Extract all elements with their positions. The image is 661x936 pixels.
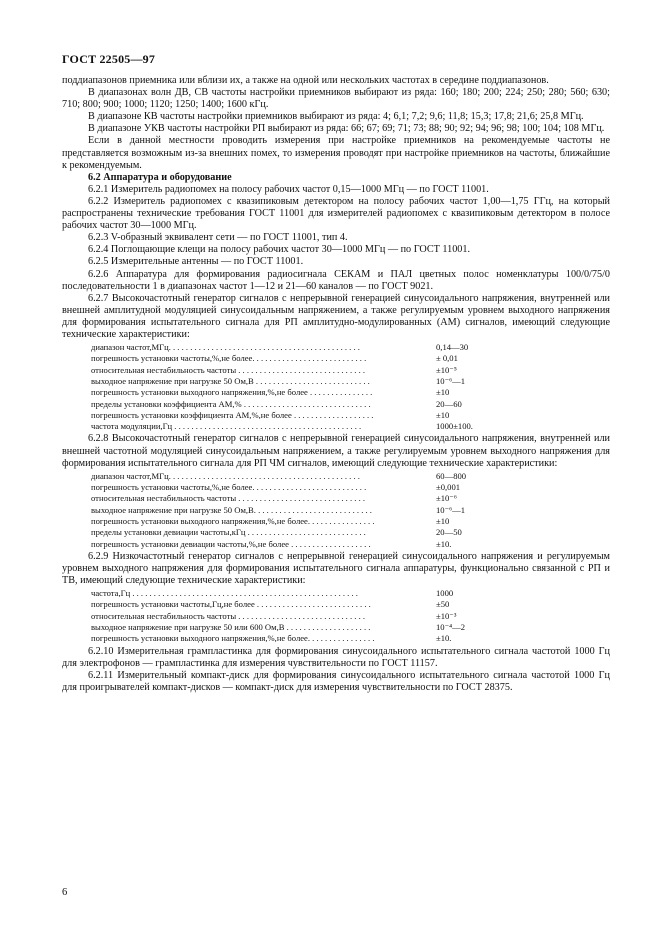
spec-label: погрешность установки частоты,Гц,не более . . . . . . . . . . . . . . . . . . . . . . . . . . .	[91, 599, 371, 610]
paragraph-interference: Если в данной местности проводить измерения при настройке приемников на рекомендуемые частоты не представляется возможным из-за внешних помех, то измерения проводят при настройке приемников на частоты, ближайшие к рекомендуемым.	[62, 135, 610, 171]
spec-row	[91, 387, 610, 398]
spec-value: ±10	[436, 515, 450, 526]
spec-value: ±10.	[436, 633, 452, 644]
spec-label: частота модуляции,Гц . . . . . . . . . . . . . . . . . . . . . . . . . . . . . . . . . . . . . . . . . . . .	[91, 421, 362, 432]
paragraph-lw-mw: В диапазонах волн ДВ, СВ частоты настройки приемников выбирают из ряда: 160; 180; 200; 224; 250; 280; 560; 630; 710; 800; 900; 1000; 1120; 1250; 1400; 1600 кГц.	[62, 87, 610, 111]
spec-label: погрешность установки выходного напряжения,%,не более . . . . . . . . . . . . . . .	[91, 387, 373, 398]
spec-label: диапазон частот,МГц. . . . . . . . . . . . . . . . . . . . . . . . . . . . . . . . . . . . . . . . . . . . .	[91, 342, 360, 353]
spec-value: ±0,001	[436, 482, 461, 493]
section-6-2-heading: 6.2 Аппаратура и оборудование	[88, 171, 232, 183]
spec-label: погрешность установки девиации частоты,%,не более . . . . . . . . . . . . . . . . . . .	[91, 538, 371, 549]
spec-row	[91, 376, 610, 387]
section-6-2-5: 6.2.5 Измерительные антенны — по ГОСТ 11001.	[88, 256, 304, 268]
spec-value: 10⁻⁶—1	[436, 504, 466, 515]
spec-row	[91, 611, 610, 622]
spec-value: ± 0,01	[436, 353, 458, 364]
spec-row	[91, 342, 610, 353]
spec-list-6-2-9	[91, 588, 610, 644]
spec-value: ±10⁻⁶	[436, 493, 457, 504]
page-number: 6	[62, 887, 68, 898]
spec-row	[91, 505, 610, 516]
paragraph-vhf: В диапазоне УКВ частоты настройки РП выбирают из ряда: 66; 67; 69; 71; 73; 88; 90; 92; 94; 96; 98; 100; 104; 108 МГц.	[88, 123, 605, 135]
spec-value: ±10⁻³	[436, 610, 457, 621]
spec-label: выходное напряжение при нагрузке 50 или 600 Ом,В . . . . . . . . . . . . . . . . . . . .	[91, 621, 371, 632]
section-6-2-8: 6.2.8 Высокочастотный генератор сигналов с непрерывной генерацией синусоидального напряжения, внутренней или внешней частотной модуляцией синусоидальным напряжением, а также регулируемым уровнем выходного напряжения для формирования испытательного сигнала для РП ЧМ сигналов, имеющий следующие технические характеристики:	[62, 433, 610, 469]
spec-row	[91, 482, 610, 493]
spec-row	[91, 399, 610, 410]
section-6-2-2: 6.2.2 Измеритель радиопомех с квазипиковым детектором на полосу рабочих частот 1,00—1,75 ГГц, на который распространены технические требования ГОСТ 11001 для измерителей радиопомех с квазипиковым детектором в полосе рабочих частот 30—1000 МГц.	[62, 195, 610, 232]
spec-label: частота,Гц . . . . . . . . . . . . . . . . . . . . . . . . . . . . . . . . . . . . . . . . . . . . . . . . . . . . .	[91, 588, 358, 599]
spec-label: диапазон частот,МГц. . . . . . . . . . . . . . . . . . . . . . . . . . . . . . . . . . . . . . . . . . . . .	[91, 470, 360, 481]
spec-value: 20—50	[436, 527, 462, 538]
spec-row	[91, 493, 610, 504]
paragraph-continuation: поддиапазонов приемника или вблизи их, а также на одной или нескольких частотах в середине поддиапазонов.	[62, 75, 549, 86]
spec-label: погрешность установки частоты,%,не более. . . . . . . . . . . . . . . . . . . . . . . . . . .	[91, 353, 367, 364]
section-6-2-4: 6.2.4 Поглощающие клещи на полосу рабочих частот 30—1000 МГц — по ГОСТ 11001.	[88, 244, 471, 256]
spec-value: ±10	[436, 387, 450, 398]
spec-label: погрешность установки коэффициента АМ,%,не более . . . . . . . . . . . . . . . . . . .	[91, 409, 374, 420]
spec-value: ±10.	[436, 538, 452, 549]
spec-row	[91, 365, 610, 376]
spec-list-6-2-8	[91, 471, 610, 550]
spec-row	[91, 516, 610, 527]
section-6-2-1: 6.2.1 Измеритель радиопомех на полосу рабочих частот 0,15—1000 МГц — по ГОСТ 11001.	[88, 183, 489, 195]
spec-value: 60—800	[436, 470, 467, 481]
spec-row	[91, 588, 610, 599]
spec-value: 20—60	[436, 398, 462, 409]
spec-label: относительная нестабильность частоты . . . . . . . . . . . . . . . . . . . . . . . . . . . . . .	[91, 610, 366, 621]
spec-value: ±50	[436, 599, 450, 610]
spec-label: относительная нестабильность частоты . . . . . . . . . . . . . . . . . . . . . . . . . . . . . .	[91, 493, 366, 504]
spec-label: относительная нестабильность частоты . . . . . . . . . . . . . . . . . . . . . . . . . . . . . .	[91, 364, 366, 375]
spec-value: 10⁻⁴—2	[436, 621, 466, 632]
spec-value: ±10⁻⁵	[436, 364, 457, 375]
spec-row	[91, 633, 610, 644]
spec-value: 1000±100.	[436, 421, 473, 432]
spec-label: погрешность установки частоты,%,не более. . . . . . . . . . . . . . . . . . . . . . . . . . .	[91, 482, 367, 493]
spec-list-6-2-7	[91, 342, 610, 432]
section-6-2-10: 6.2.10 Измерительная грампластинка для формирования синусоидального испытательного сигнала частотой 1000 Гц для электрофонов — грампластинка для измерения чувствительности по ГОСТ 11157.	[62, 645, 610, 669]
document-page	[62, 52, 610, 694]
spec-label: пределы установки коэффициента АМ,% . . . . . . . . . . . . . . . . . . . . . . . . . . . . . .	[91, 398, 371, 409]
spec-row	[91, 353, 610, 364]
spec-label: выходное напряжение при нагрузке 50 Ом,В . . . . . . . . . . . . . . . . . . . . . . . . . . .	[91, 375, 370, 386]
spec-value: 10⁻⁶—1	[436, 375, 466, 386]
spec-label: погрешность установки выходного напряжения,%,не более. . . . . . . . . . . . . . . .	[91, 633, 375, 644]
spec-value: ±10	[436, 409, 450, 420]
section-6-2-6: 6.2.6 Аппаратура для формирования радиосигнала СЕКАМ и ПАЛ цветных полос номенклатуры 100/0/75/0 последовательности 1 в диапазонах частот 1—12 и 21—60 каналов — по ГОСТ 9021.	[62, 268, 610, 292]
spec-row	[91, 471, 610, 482]
section-6-2-7: 6.2.7 Высокочастотный генератор сигналов с непрерывной генерацией синусоидального напряжения, внутренней или внешней амплитудной модуляцией синусоидальным напряжением, а также регулируемым уровнем выходного напряжения для формирования испытательного сигнала для РП амплитудно-модулированных (АМ) сигналов, имеющий следующие технические характеристики:	[62, 292, 610, 340]
spec-row	[91, 539, 610, 550]
spec-label: погрешность установки выходного напряжения,%,не более. . . . . . . . . . . . . . . .	[91, 515, 375, 526]
section-6-2-9: 6.2.9 Низкочастотный генератор сигналов с непрерывной генерацией синусоидального напряжения и регулируемым уровнем выходного напряжения для формирования испытательного сигнала аппаратуры, функционально связанной с РП и ТВ, имеющий следующие технические характеристики:	[62, 550, 610, 586]
spec-row	[91, 527, 610, 538]
document-header: ГОСТ 22505—97	[62, 52, 156, 66]
section-6-2-11: 6.2.11 Измерительный компакт-диск для формирования синусоидального испытательного сигнала частотой 1000 Гц для проигрывателей компакт-дисков — компакт-диск для измерения чувствительности по ГОСТ 28375.	[62, 669, 610, 693]
spec-value: 0,14—30	[436, 342, 469, 353]
spec-row	[91, 421, 610, 432]
paragraph-sw: В диапазоне КВ частоты настройки приемников выбирают из ряда: 4; 6,1; 7,2; 9,6; 11,8; 15,3; 17,8; 21,6; 25,8 МГц.	[88, 111, 584, 123]
section-6-2-3: 6.2.3 V-образный эквивалент сети — по ГОСТ 11001, тип 4.	[88, 232, 348, 244]
spec-row	[91, 410, 610, 421]
spec-label: пределы установки девиации частоты,кГц . . . . . . . . . . . . . . . . . . . . . . . . . . . .	[91, 527, 366, 538]
spec-row	[91, 622, 610, 633]
spec-value: 1000	[436, 588, 454, 599]
spec-row	[91, 599, 610, 610]
spec-label: выходное напряжение при нагрузке 50 Ом,В. . . . . . . . . . . . . . . . . . . . . . . . . . . .	[91, 504, 372, 515]
